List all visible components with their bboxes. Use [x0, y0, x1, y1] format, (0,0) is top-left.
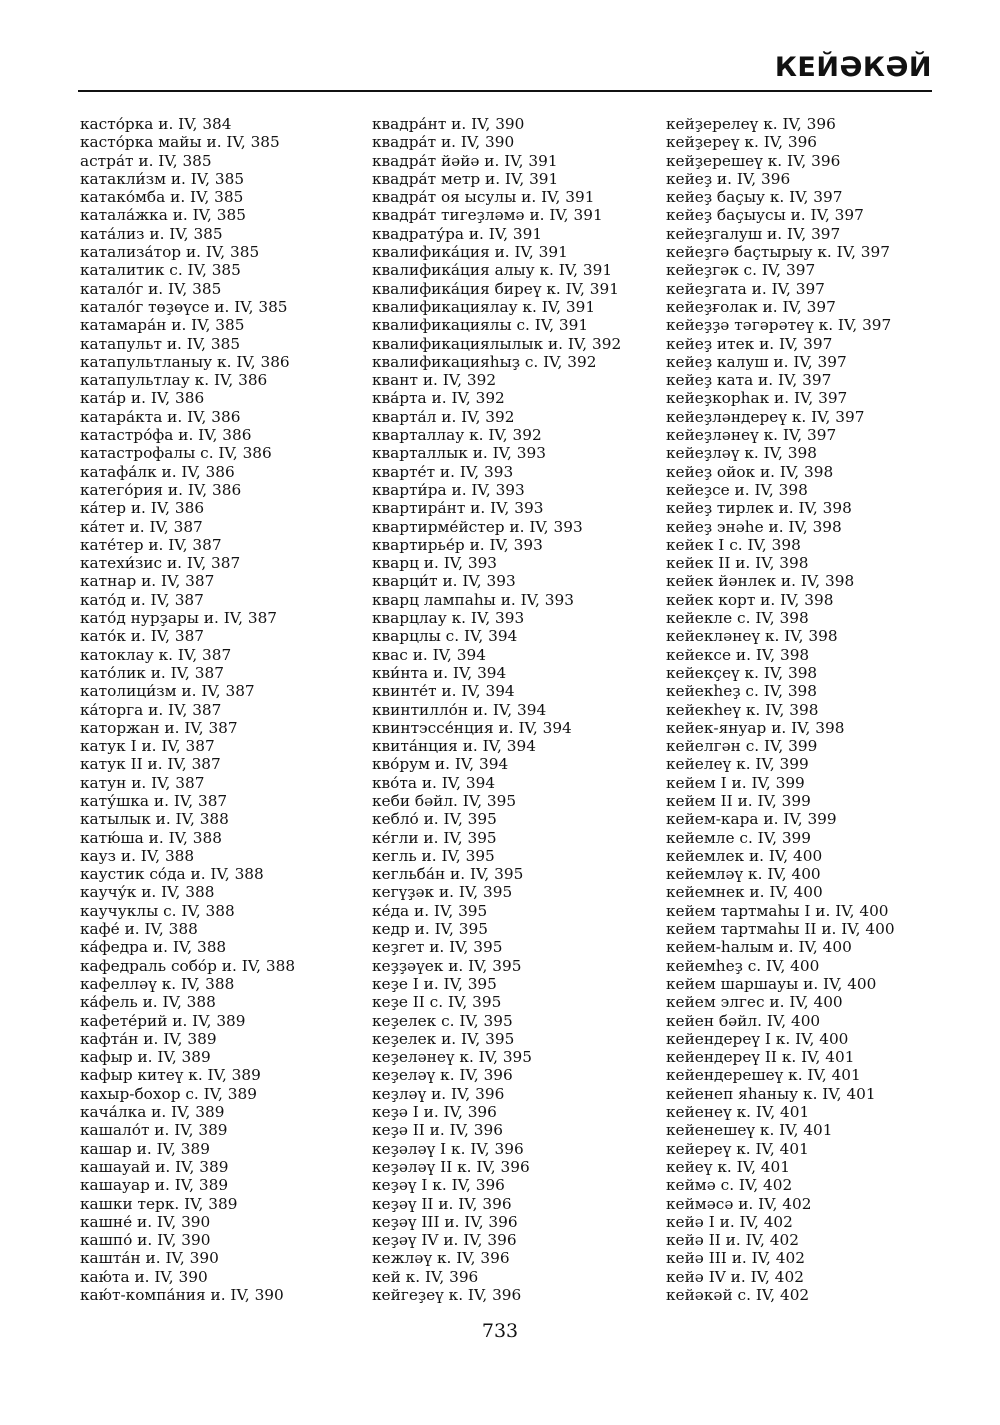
- dictionary-entry: кашта́н и. IV, 390: [80, 1249, 219, 1268]
- dictionary-entry: кейемле с. IV, 399: [666, 828, 812, 847]
- dictionary-entry: катылык и. IV, 388: [80, 810, 229, 829]
- dictionary-entry: катук II и. IV, 387: [80, 755, 221, 774]
- dictionary-entry: кейеҙгәк с. IV, 397: [666, 261, 816, 280]
- dictionary-entry: кедр и. IV, 395: [372, 920, 488, 939]
- dictionary-entry: ке́да и. IV, 395: [372, 901, 488, 920]
- dictionary-entry: квадра́нт и. IV, 390: [372, 115, 525, 133]
- dictionary-entry: кейексе и. IV, 398: [666, 645, 810, 664]
- dictionary-entry: кеҙгет и. IV, 395: [372, 938, 503, 957]
- dictionary-entry: катоклау к. IV, 387: [80, 645, 232, 664]
- dictionary-entry: кашки терк. IV, 389: [80, 1194, 238, 1213]
- dictionary-entry: кейелеү к. IV, 399: [666, 755, 809, 774]
- dictionary-entry: квалификацияһыҙ с. IV, 392: [372, 352, 597, 371]
- dictionary-entry: кейем тартмаһы II и. IV, 400: [666, 920, 895, 939]
- dictionary-entry: ке́гли и. IV, 395: [372, 828, 497, 847]
- dictionary-entry: кеҙәү I к. IV, 396: [372, 1176, 505, 1195]
- dictionary-entry: кварта́л и. IV, 392: [372, 407, 515, 426]
- page-header-title: КЕЙӘКӘЙ: [774, 52, 932, 83]
- dictionary-entry: каю́т-компа́ния и. IV, 390: [80, 1286, 284, 1304]
- dictionary-entry: католици́зм и. IV, 387: [80, 682, 255, 701]
- dictionary-entry: квадра́т метр и. IV, 391: [372, 169, 559, 188]
- dictionary-entry: кеҙә I и. IV, 396: [372, 1103, 497, 1122]
- dictionary-entry: квалифика́ция биреү к. IV, 391: [372, 279, 619, 298]
- dictionary-entry: кейекле с. IV, 398: [666, 609, 809, 628]
- dictionary-entry: кейем-һалым и. IV, 400: [666, 938, 852, 957]
- dictionary-entry: квартира́нт и. IV, 393: [372, 499, 544, 518]
- dictionary-entry: кеймә с. IV, 402: [666, 1176, 793, 1195]
- dictionary-entry: квита́нция и. IV, 394: [372, 737, 536, 756]
- dictionary-entry: катун и. IV, 387: [80, 773, 205, 792]
- dictionary-entry: кеҙәләү II к. IV, 396: [372, 1157, 530, 1176]
- dictionary-entry: кату́шка и. IV, 387: [80, 791, 228, 810]
- dictionary-entry: кейеҙ ката и. IV, 397: [666, 371, 832, 390]
- dictionary-entry: кейекҫеү к. IV, 398: [666, 663, 818, 682]
- dictionary-entry: кейемләү к. IV, 400: [666, 865, 821, 884]
- dictionary-entry: квадра́т оя ысулы и. IV, 391: [372, 188, 595, 207]
- dictionary-entry: квартирье́р и. IV, 393: [372, 535, 543, 554]
- dictionary-entry: ка́федра и. IV, 388: [80, 938, 227, 957]
- dictionary-entry: катего́рия и. IV, 386: [80, 480, 242, 499]
- dictionary-entry: кварталлау к. IV, 392: [372, 426, 542, 445]
- dictionary-entry: кача́лка и. IV, 389: [80, 1103, 225, 1122]
- dictionary-entry: кафедраль собо́р и. IV, 388: [80, 956, 296, 975]
- dictionary-entry: ка́фель и. IV, 388: [80, 993, 216, 1012]
- dictionary-entry: квалифика́ция и. IV, 391: [372, 243, 568, 262]
- dictionary-entry: кеҙелек с. IV, 395: [372, 1011, 513, 1030]
- dictionary-entry: кежләү к. IV, 396: [372, 1249, 510, 1268]
- dictionary-entry: кейҙереү к. IV, 396: [666, 133, 818, 152]
- page-number: 733: [481, 1320, 519, 1342]
- dictionary-entry: кейенешеү к. IV, 401: [666, 1121, 833, 1140]
- dictionary-entry: кейеҙ баҫыусы и. IV, 397: [666, 206, 864, 225]
- dictionary-entry: катехи́зис и. IV, 387: [80, 554, 241, 573]
- dictionary-entry: катамара́н и. IV, 385: [80, 316, 245, 335]
- dictionary-entry: катало́г төҙөүсе и. IV, 385: [80, 297, 288, 316]
- dictionary-entry: кейә II и. IV, 402: [666, 1231, 799, 1250]
- dictionary-entry: квалификациялау к. IV, 391: [372, 297, 596, 316]
- dictionary-entry: катю́ша и. IV, 388: [80, 828, 222, 847]
- dictionary-entry: кейеҙкорһак и. IV, 397: [666, 389, 848, 408]
- dictionary-entry: кейелгән с. IV, 399: [666, 737, 818, 756]
- dictionary-entry: квадра́т йәйә и. IV, 391: [372, 151, 558, 170]
- dictionary-entry: катастрофалы с. IV, 386: [80, 444, 272, 463]
- dictionary-entry: кейек корт и. IV, 398: [666, 590, 834, 609]
- dictionary-entry: кейә III и. IV, 402: [666, 1249, 805, 1268]
- dictionary-entry: кафе́ и. IV, 388: [80, 920, 198, 939]
- dictionary-entry: кеҙеләү к. IV, 396: [372, 1066, 513, 1085]
- dictionary-entry: квадра́т тигеҙләмә и. IV, 391: [372, 206, 603, 225]
- dictionary-entry: кейем I и. IV, 399: [666, 773, 805, 792]
- dictionary-entry: кейемнек и. IV, 400: [666, 883, 823, 902]
- dictionary-entry: кеби бәйл. IV, 395: [372, 791, 517, 810]
- dictionary-entry: ка́торга и. IV, 387: [80, 700, 222, 719]
- dictionary-entry: кейеү к. IV, 401: [666, 1157, 790, 1176]
- dictionary-entry: кейекһеҙ с. IV, 398: [666, 682, 818, 701]
- dictionary-entry: като́лик и. IV, 387: [80, 663, 224, 682]
- dictionary-entry: кегүҙәк и. IV, 395: [372, 883, 513, 902]
- dictionary-entry: кейҙерешеү к. IV, 396: [666, 151, 841, 170]
- dictionary-entry: каталитик с. IV, 385: [80, 261, 241, 280]
- dictionary-entry: катук I и. IV, 387: [80, 737, 215, 756]
- dictionary-entry: кейендерешеү к. IV, 401: [666, 1066, 861, 1085]
- dictionary-entry: кейеҙләнеү к. IV, 397: [666, 426, 837, 445]
- dictionary-entry: кейек I с. IV, 398: [666, 535, 801, 554]
- dictionary-entry: катапульт и. IV, 385: [80, 334, 241, 353]
- dictionary-entry: кейем-кара и. IV, 399: [666, 810, 837, 829]
- dictionary-entry: кейеҙ энәһе и. IV, 398: [666, 517, 842, 536]
- dictionary-entry: кафыр китеү к. IV, 389: [80, 1066, 261, 1085]
- dictionary-entry: касто́рка и. IV, 384: [80, 115, 232, 133]
- dictionary-entry: кашауай и. IV, 389: [80, 1157, 229, 1176]
- dictionary-entry: като́д и. IV, 387: [80, 590, 204, 609]
- dictionary-entry: кво́рум и. IV, 394: [372, 755, 509, 774]
- dictionary-entry: ката́лиз и. IV, 385: [80, 224, 223, 243]
- column-1: [80, 115, 295, 1304]
- dictionary-entry: квинтилло́н и. IV, 394: [372, 700, 547, 719]
- dictionary-entry: кейем шаршауы и. IV, 400: [666, 974, 877, 993]
- dictionary-entry: катапультланыу к. IV, 386: [80, 352, 290, 371]
- dictionary-entry: кей к. IV, 396: [372, 1267, 479, 1286]
- dictionary-entry: кварц и. IV, 393: [372, 554, 498, 573]
- dictionary-entry: кейеҙгалуш и. IV, 397: [666, 224, 841, 243]
- dictionary-entry: астра́т и. IV, 385: [80, 151, 212, 170]
- dictionary-entry: кейеҙ тирлек и. IV, 398: [666, 499, 852, 518]
- dictionary-entry: кейеҙгә баҫтырыу к. IV, 397: [666, 243, 890, 262]
- dictionary-entry: кейҙерелеү к. IV, 396: [666, 115, 836, 133]
- dictionary-entry: катара́кта и. IV, 386: [80, 407, 241, 426]
- dictionary-entry: ка́тер и. IV, 386: [80, 499, 205, 518]
- dictionary-entry: кашпо́ и. IV, 390: [80, 1231, 211, 1250]
- dictionary-entry: кейәкәй с. IV, 402: [666, 1286, 810, 1304]
- dictionary-entry: кейеҙләү к. IV, 398: [666, 444, 817, 463]
- dictionary-entry: като́к и. IV, 387: [80, 627, 205, 646]
- header-rule: [78, 90, 932, 92]
- dictionary-entry: катакли́зм и. IV, 385: [80, 169, 245, 188]
- dictionary-entry: кеҙә II и. IV, 396: [372, 1121, 503, 1140]
- dictionary-entry: катапультлау к. IV, 386: [80, 371, 268, 390]
- dictionary-entry: квалификациялы с. IV, 391: [372, 316, 589, 335]
- dictionary-entry: кахыр-бохор с. IV, 389: [80, 1084, 257, 1103]
- dictionary-entry: кейеҙсе и. IV, 398: [666, 480, 808, 499]
- dictionary-entry: квадрату́ра и. IV, 391: [372, 224, 543, 243]
- dictionary-entry: кейә IV и. IV, 402: [666, 1267, 804, 1286]
- dictionary-entry: квалифика́ция алыу к. IV, 391: [372, 261, 613, 280]
- dictionary-entry: кейеҙ ойок и. IV, 398: [666, 462, 834, 481]
- dictionary-entry: кеҙҙәүек и. IV, 395: [372, 956, 522, 975]
- dictionary-entry: кафта́н и. IV, 389: [80, 1029, 217, 1048]
- dictionary-entry: кви́нта и. IV, 394: [372, 663, 507, 682]
- dictionary-entry: кейендереү II к. IV, 401: [666, 1048, 855, 1067]
- dictionary-entry: кварцлы с. IV, 394: [372, 627, 518, 646]
- dictionary-entry: кеҙелек и. IV, 395: [372, 1029, 515, 1048]
- dictionary-entry: кейем тартмаһы I и. IV, 400: [666, 901, 889, 920]
- dictionary-entry: кейеҙғолак и. IV, 397: [666, 297, 836, 316]
- dictionary-entry: катако́мба и. IV, 385: [80, 188, 244, 207]
- dictionary-entry: кейен бәйл. IV, 400: [666, 1011, 821, 1030]
- dictionary-entry: каучу́к и. IV, 388: [80, 883, 215, 902]
- dictionary-entry: кейемлек и. IV, 400: [666, 846, 823, 865]
- dictionary-entry: кеҙеләнеү к. IV, 395: [372, 1048, 533, 1067]
- dictionary-entry: кафете́рий и. IV, 389: [80, 1011, 246, 1030]
- dictionary-entry: кейереү к. IV, 401: [666, 1139, 809, 1158]
- dictionary-entry: кейеҙгата и. IV, 397: [666, 279, 825, 298]
- dictionary-entry: кеҙе II с. IV, 395: [372, 993, 502, 1012]
- column-3: [666, 115, 895, 1304]
- dictionary-entry: кейеҙләндереү к. IV, 397: [666, 407, 865, 426]
- dictionary-entry: квадра́т и. IV, 390: [372, 133, 515, 152]
- dictionary-entry: кеҙе I и. IV, 395: [372, 974, 497, 993]
- dictionary-entry: кейемһеҙ с. IV, 400: [666, 956, 820, 975]
- dictionary-entry: кеҙәү II и. IV, 396: [372, 1194, 512, 1213]
- dictionary-entry: кеҙәү III и. IV, 396: [372, 1212, 518, 1231]
- dictionary-entry: квартирме́йстер и. IV, 393: [372, 517, 583, 536]
- dictionary-entry: квинте́т и. IV, 394: [372, 682, 515, 701]
- dictionary-entry: кафелләү к. IV, 388: [80, 974, 235, 993]
- dictionary-entry: кауз и. IV, 388: [80, 846, 195, 865]
- dictionary-entry: кво́та и. IV, 394: [372, 773, 496, 792]
- dictionary-entry: кейекһеү к. IV, 398: [666, 700, 819, 719]
- dictionary-entry: кейеҙ итек и. IV, 397: [666, 334, 833, 353]
- dictionary-entry: квант и. IV, 392: [372, 371, 497, 390]
- dictionary-entry: кеҙләү и. IV, 396: [372, 1084, 505, 1103]
- dictionary-entry: кейек II и. IV, 398: [666, 554, 809, 573]
- dictionary-entry: касто́рка майы и. IV, 385: [80, 133, 280, 152]
- dictionary-entry: каустик со́да и. IV, 388: [80, 865, 264, 884]
- dictionary-entry: кварци́т и. IV, 393: [372, 572, 516, 591]
- dictionary-entry: ква́рта и. IV, 392: [372, 389, 505, 408]
- dictionary-entry: кашауар и. IV, 389: [80, 1176, 229, 1195]
- dictionary-entry: кварте́т и. IV, 393: [372, 462, 514, 481]
- dictionary-entry: кейеҙ калуш и. IV, 397: [666, 352, 847, 371]
- dictionary-entry: кафыр и. IV, 389: [80, 1048, 211, 1067]
- dictionary-entry: кварти́ра и. IV, 393: [372, 480, 525, 499]
- dictionary-entry: кейем II и. IV, 399: [666, 791, 811, 810]
- dictionary-entry: кейендереү I к. IV, 400: [666, 1029, 849, 1048]
- dictionary-entry: каю́та и. IV, 390: [80, 1267, 208, 1286]
- dictionary-entry: ката́р и. IV, 386: [80, 389, 205, 408]
- dictionary-entry: катафа́лк и. IV, 386: [80, 462, 235, 481]
- dictionary-entry: кейеҙ и. IV, 396: [666, 169, 791, 188]
- dictionary-entry: кейә I и. IV, 402: [666, 1212, 793, 1231]
- dictionary-entry: кеймәсә и. IV, 402: [666, 1194, 812, 1213]
- dictionary-entry: кейем элгес и. IV, 400: [666, 993, 843, 1012]
- dictionary-entry: кейеҙҙә тәгәрәтеү к. IV, 397: [666, 316, 892, 335]
- dictionary-entry: кеҙәләү I к. IV, 396: [372, 1139, 524, 1158]
- dictionary-entry: кашне́ и. IV, 390: [80, 1212, 211, 1231]
- dictionary-entry: кате́тер и. IV, 387: [80, 535, 222, 554]
- dictionary-entry: кейгеҙеү к. IV, 396: [372, 1286, 522, 1304]
- dictionary-entry: кегльба́н и. IV, 395: [372, 865, 524, 884]
- dictionary-entry: като́д нурҙары и. IV, 387: [80, 609, 278, 628]
- dictionary-entry: катала́жка и. IV, 385: [80, 206, 246, 225]
- dictionary-entry: квас и. IV, 394: [372, 645, 486, 664]
- dictionary-entry: квинтэссе́нция и. IV, 394: [372, 718, 572, 737]
- dictionary-entry: кейек йәнлек и. IV, 398: [666, 572, 855, 591]
- dictionary-entry: кварталлык и. IV, 393: [372, 444, 546, 463]
- dictionary-entry: кварц лампаһы и. IV, 393: [372, 590, 574, 609]
- dictionary-entry: кегль и. IV, 395: [372, 846, 495, 865]
- dictionary-entry: кварцлау к. IV, 393: [372, 609, 525, 628]
- dictionary-entry: катало́г и. IV, 385: [80, 279, 222, 298]
- dictionary-entry: ка́тет и. IV, 387: [80, 517, 203, 536]
- dictionary-entry: кашар и. IV, 389: [80, 1139, 210, 1158]
- dictionary-entry: каторжан и. IV, 387: [80, 718, 238, 737]
- dictionary-entry: квалификациялылык и. IV, 392: [372, 334, 622, 353]
- dictionary-entry: кейекләнеү к. IV, 398: [666, 627, 838, 646]
- dictionary-entry: кеҙәү IV и. IV, 396: [372, 1231, 517, 1250]
- dictionary-entry: катастро́фа и. IV, 386: [80, 426, 252, 445]
- column-2: [372, 115, 621, 1304]
- dictionary-entry: кейек-януар и. IV, 398: [666, 718, 845, 737]
- dictionary-entry: катализа́тор и. IV, 385: [80, 243, 260, 262]
- dictionary-entry: кебло́ и. IV, 395: [372, 810, 497, 829]
- dictionary-entry: кейенеп яһаныу к. IV, 401: [666, 1084, 876, 1103]
- dictionary-entry: катнар и. IV, 387: [80, 572, 215, 591]
- dictionary-entry: каучуклы с. IV, 388: [80, 901, 235, 920]
- dictionary-entry: кейенеү к. IV, 401: [666, 1103, 810, 1122]
- dictionary-entry: кейеҙ баҫыу к. IV, 397: [666, 188, 843, 207]
- dictionary-entry: кашало́т и. IV, 389: [80, 1121, 228, 1140]
